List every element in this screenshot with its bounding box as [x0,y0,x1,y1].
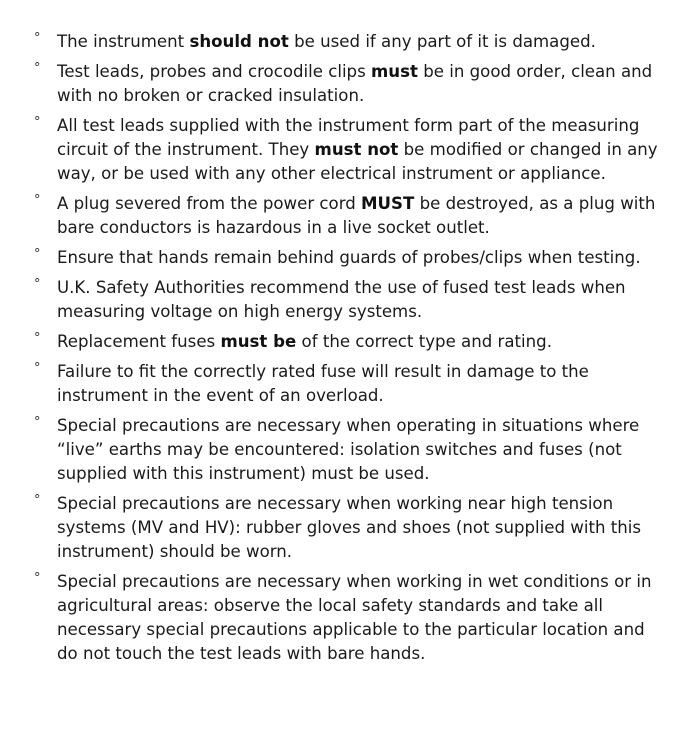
safety-item [34,114,666,186]
safety-item-text: The instrument [57,32,190,51]
bullet-icon: ° [34,277,41,292]
safety-item-text: Replacement fuses [57,332,221,351]
emphasis-text: MUST [361,194,415,213]
safety-item-text: be destroyed, as a plug with bare conductors is hazardous in a live socket outlet. [57,194,656,237]
safety-item [34,276,666,324]
emphasis-text: must not [314,140,399,159]
safety-item [34,414,666,486]
safety-item-text: Special precautions are necessary when working in wet conditions or in agricultural areas: observe the local safety standards and take all necessary special precautions applicable to the particular location and do not touch the test leads with bare hands. [57,572,652,663]
safety-item-text: of the correct type and rating. [296,332,552,351]
safety-item-text: be in good order, clean and with no broken or cracked insulation. [57,62,653,105]
safety-item-text: Ensure that hands remain behind guards of probes/clips when testing. [57,248,641,267]
emphasis-text: must be [220,332,297,351]
safety-item-text: Special precautions are necessary when operating in situations where “live” earths may be encountered: isolation switches and fuses (not supplied with this instrument) must be used. [57,416,640,483]
safety-item [34,570,666,666]
bullet-icon: ° [34,493,41,508]
safety-item [34,330,666,354]
bullet-icon: ° [34,571,41,586]
safety-item [34,492,666,564]
safety-item-text: A plug severed from the power cord [57,194,362,213]
safety-item-text: be used if any part of it is damaged. [288,32,596,51]
safety-item-text: Test leads, probes and crocodile clips [57,62,372,81]
safety-item-text: be modified or changed in any way, or be used with any other electrical instrument or appliance. [57,140,658,183]
bullet-icon: ° [34,61,41,76]
safety-item [34,246,666,270]
safety-item-text: All test leads supplied with the instrument form part of the measuring circuit of the instrument. They [57,116,640,159]
bullet-icon: ° [34,31,41,46]
bullet-icon: ° [34,331,41,346]
safety-item [34,30,666,54]
safety-item-text: Special precautions are necessary when working near high tension systems (MV and HV): rubber gloves and shoes (not supplied with this instrument) should be worn. [57,494,642,561]
safety-item-text: U.K. Safety Authorities recommend the use of fused test leads when measuring voltage on high energy systems. [57,278,626,321]
safety-item-text: Failure to fit the correctly rated fuse will result in damage to the instrument in the event of an overload. [57,362,589,405]
bullet-icon: ° [34,193,41,208]
bullet-icon: ° [34,361,41,376]
bullet-icon: ° [34,247,41,262]
emphasis-text: should not [189,32,289,51]
safety-item [34,360,666,408]
bullet-icon: ° [34,415,41,430]
emphasis-text: must [371,62,418,81]
bullet-icon: ° [34,115,41,130]
safety-item [34,192,666,240]
safety-item [34,60,666,108]
